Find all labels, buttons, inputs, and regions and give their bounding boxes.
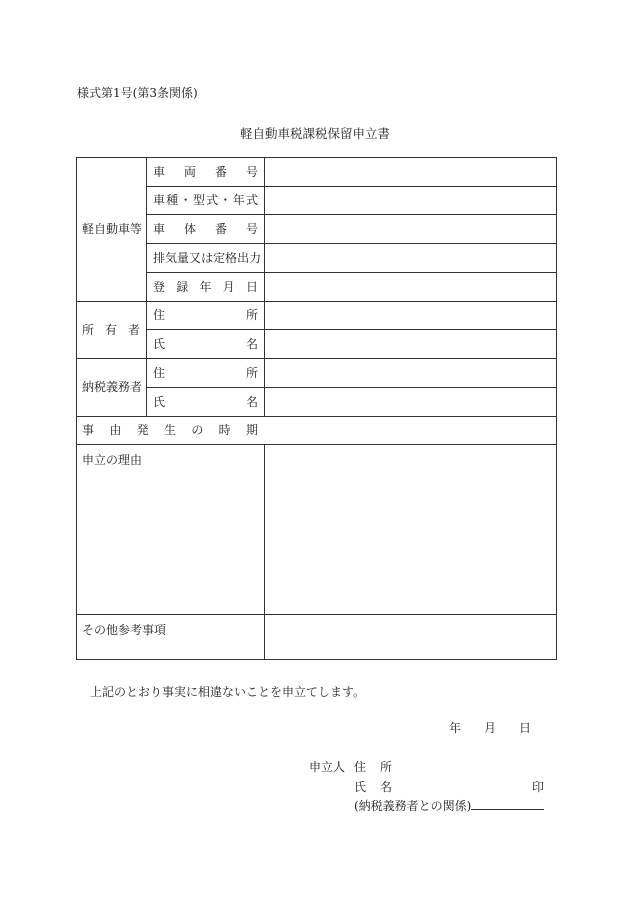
owner-name-label: 氏 名 [153, 336, 258, 351]
form-number: 様式第1号(第3条関係) [77, 86, 198, 100]
day-label: 日 [518, 721, 531, 735]
displacement-label: 排 気 量 又 は 定 格 出 力 [153, 250, 262, 265]
date-line [449, 719, 531, 736]
vehicle-type-field[interactable] [265, 187, 556, 214]
seal-mark: 印 [532, 780, 545, 794]
vehicle-group-label: 軽自動車等 [82, 222, 143, 236]
vehicle-number-field[interactable] [265, 158, 556, 186]
owner-address-field[interactable] [265, 302, 556, 329]
taxpayer-address-field[interactable] [265, 359, 556, 387]
owner-group-label: 所 有 者 [82, 322, 140, 337]
displacement-field[interactable] [265, 244, 556, 272]
applicant-address-label: 住 所 [354, 760, 392, 774]
table-border-right [556, 157, 557, 660]
chassis-number-field[interactable] [265, 215, 556, 243]
year-label: 年 [449, 721, 462, 735]
application-form-table [76, 157, 557, 660]
applicant-label: 申立人 [309, 760, 346, 774]
reason-field[interactable] [265, 445, 556, 614]
registration-date-field[interactable] [265, 273, 556, 301]
reason-label: 申立の理由 [82, 453, 143, 467]
taxpayer-name-label: 氏 名 [153, 394, 258, 409]
taxpayer-relation-label: (納税義務者との関係) [354, 799, 472, 813]
owner-name-field[interactable] [265, 330, 556, 358]
taxpayer-group-label: 納税義務者 [82, 380, 143, 394]
table-border-bottom [76, 659, 557, 660]
relation-blank-line[interactable] [471, 809, 544, 810]
other-notes-label: その他参考事項 [82, 623, 167, 637]
vehicle-type-label: 車 種 ・ 型 式 ・ 年 式 [153, 193, 258, 207]
occurrence-time-field[interactable] [265, 417, 556, 444]
occurrence-time-label: 事 由 発 生 の 時 期 [82, 423, 258, 437]
vehicle-number-label: 車 両 番 号 [153, 164, 258, 179]
taxpayer-address-label: 住 所 [153, 365, 258, 380]
chassis-number-label: 車 体 番 号 [153, 221, 258, 236]
applicant-name-label: 氏 名 [354, 780, 392, 794]
taxpayer-name-field[interactable] [265, 388, 556, 416]
month-label: 月 [483, 721, 496, 735]
other-notes-field[interactable] [265, 615, 556, 659]
table-border-left [76, 157, 77, 660]
owner-address-label: 住 所 [153, 308, 258, 322]
registration-date-label: 登 録 年 月 日 [153, 279, 258, 294]
column-divider [146, 157, 147, 416]
declaration-statement: 上記のとおり事実に相違ないことを申立てします。 [90, 685, 366, 699]
document-title: 軽自動車税課税保留申立書 [239, 126, 390, 141]
